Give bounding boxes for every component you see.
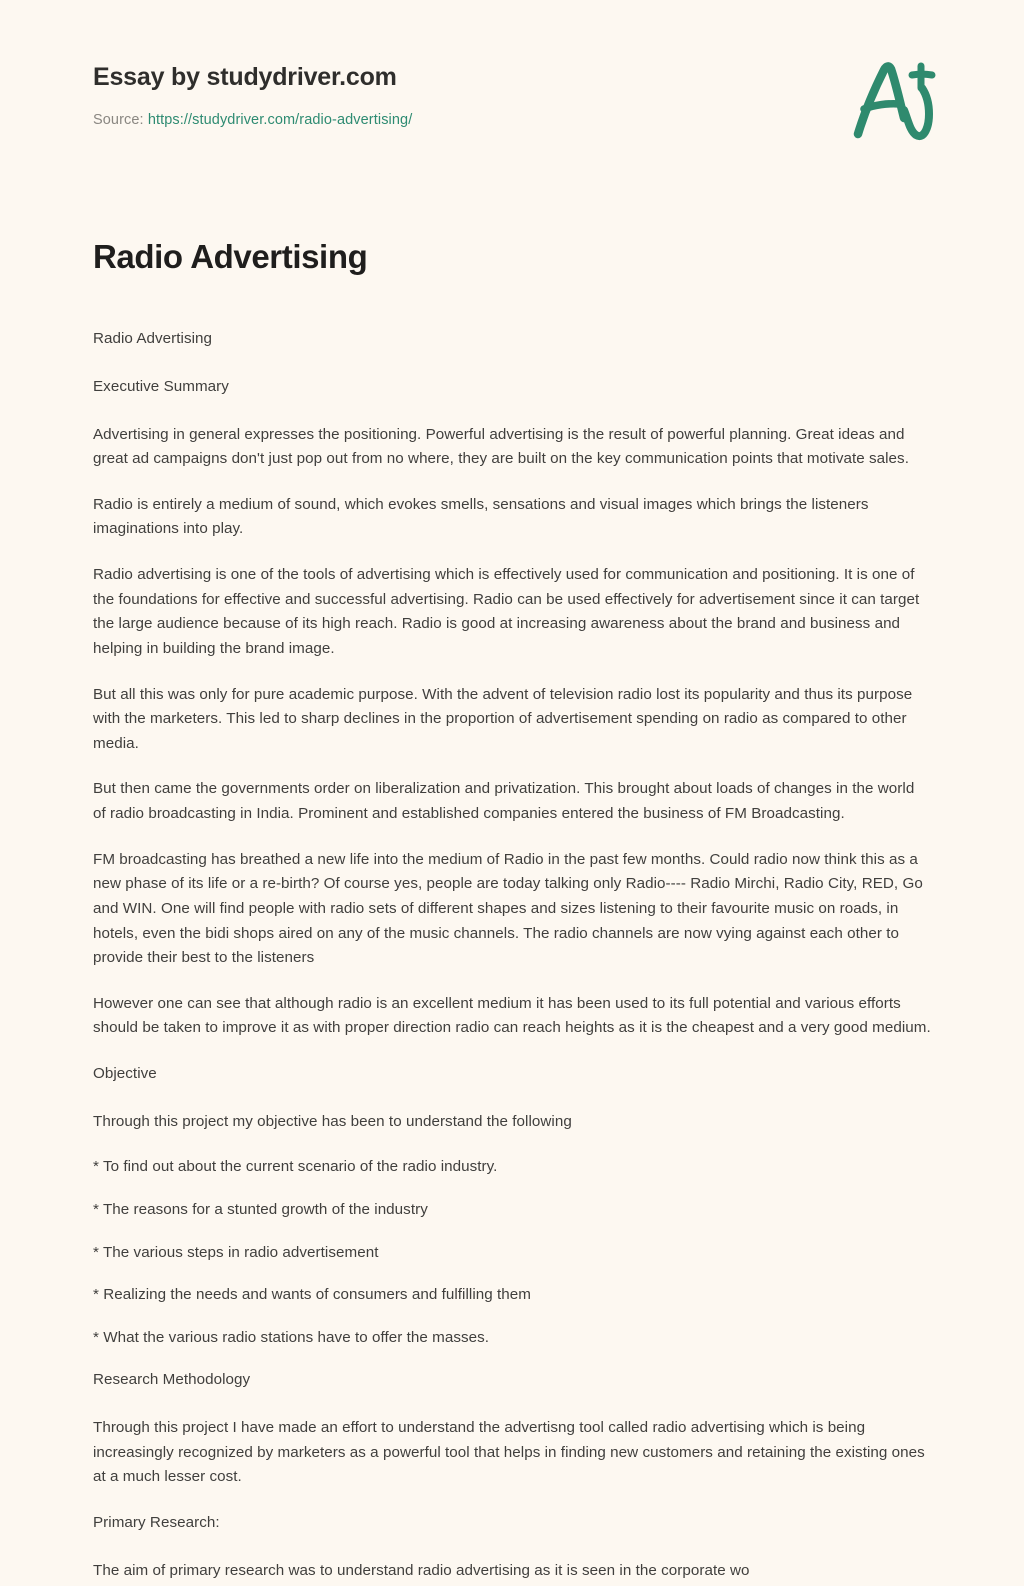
body-paragraph: The aim of primary research was to understand radio advertising as it is seen in the corporate wo <box>93 1561 750 1579</box>
body-paragraph: But all this was only for pure academic purpose. With the advent of television radio lost its popularity and thus its purpose with the marketers. This led to sharp declines in the proportion of advertisement spending on radio as compared to other media. <box>93 685 913 752</box>
body-paragraph: Advertising in general expresses the positioning. Powerful advertising is the result of powerful planning. Great ideas and great ad campaigns don't just pop out from no where, they are built on the key communication points that motivate sales. <box>93 425 909 468</box>
objective-bullet: * To find out about the current scenario of the radio industry. <box>93 1158 498 1176</box>
section-heading: Primary Research: <box>93 1513 220 1531</box>
body-paragraph: Through this project I have made an effort to understand the advertisng tool called radio advertising which is being increasingly recognized by marketers as a powerful tool that helps in finding new customers and retaining the existing ones at a much lesser cost. <box>93 1419 925 1486</box>
body-paragraph: Through this project my objective has been to understand the following <box>93 1112 572 1130</box>
studydriver-a-plus-logo-icon[interactable] <box>834 48 946 158</box>
byline: Essay by studydriver.com <box>93 63 397 91</box>
body-paragraph: However one can see that although radio is an excellent medium it has been used to its full potential and various efforts should be taken to improve it as with proper direction radio can reach heights as it is the cheapest and a very good medium. <box>93 994 931 1037</box>
page-header <box>0 0 1024 200</box>
body-paragraph: Radio is entirely a medium of sound, which evokes smells, sensations and visual images which brings the listeners imaginations into play. <box>93 495 869 538</box>
objective-bullet: * What the various radio stations have to offer the masses. <box>93 1328 490 1346</box>
section-heading: Executive Summary <box>93 377 229 395</box>
objective-bullet: * The reasons for a stunted growth of the industry <box>93 1200 428 1218</box>
section-heading: Objective <box>93 1065 157 1082</box>
objective-bullet: * The various steps in radio advertisement <box>93 1243 379 1261</box>
body-paragraph: Radio advertising is one of the tools of advertising which is effectively used for communication and positioning. It is one of the foundations for effective and successful advertising. Radio can be used effectively for advertisement since it can target the large audience because of its high reach. Radio is good at increasing awareness about the brand and business and helping in building the brand image. <box>93 566 920 657</box>
essay-body <box>0 277 1024 1583</box>
body-paragraph: But then came the governments order on liberalization and privatization. This brought about loads of changes in the world of radio broadcasting in India. Prominent and established companies entered the business of FM Broadcasting. <box>93 780 915 822</box>
page-title: Radio Advertising <box>93 238 368 275</box>
objective-bullet: * Realizing the needs and wants of consumers and fulfilling them <box>93 1286 531 1304</box>
source-line <box>93 112 962 128</box>
section-heading: Research Methodology <box>93 1371 251 1389</box>
source-label: Source: <box>93 112 144 128</box>
section-heading: Radio Advertising <box>93 330 213 348</box>
body-paragraph: FM broadcasting has breathed a new life into the medium of Radio in the past few months. Could radio now think this as a new phase of its life or a re-birth? Of course yes, people are today talking only Radio---- Radio Mirchi, Radio City, RED, Go and WIN. One will find people with radio sets of different shapes and sizes listening to their favourite music on roads, in hotels, even the bidi shops aired on any of the music channels. The radio channels are now vying against each other to provide their best to the listeners <box>93 850 923 967</box>
source-link[interactable]: https://studydriver.com/radio-advertising/ <box>147 112 413 128</box>
